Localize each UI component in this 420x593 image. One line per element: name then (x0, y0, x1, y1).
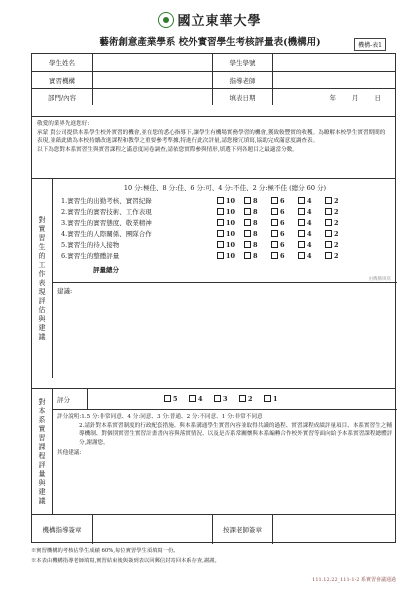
course-rating-option-label: 5 (173, 395, 178, 403)
evaluation-item-label: 2.實習生的實習技術、工作表現 (61, 208, 152, 216)
score-option-label: 6 (280, 251, 285, 260)
university-name: 國立東華大學 (177, 14, 262, 29)
agency-fill-note: 由機構填寫 (368, 277, 391, 282)
score-checkbox[interactable] (271, 219, 278, 226)
course-section (32, 388, 395, 514)
day-label: 日 (374, 93, 381, 102)
agency-signature-label: 機構指導簽章 (42, 526, 82, 534)
signature-row (32, 514, 395, 544)
score-checkbox[interactable] (217, 230, 224, 237)
evaluation-item-label: 5.實習生的待人接物 (61, 241, 120, 249)
score-option-label: 4 (307, 196, 312, 205)
score-option-label: 6 (280, 240, 285, 249)
course-rating-options (158, 395, 283, 403)
course-notes (53, 410, 397, 461)
score-option-label: 10 (226, 240, 236, 249)
score-option-label: 10 (226, 207, 236, 216)
intro-block (32, 116, 395, 178)
evaluation-item-label: 3.實習生的實習態度、敬業精神 (61, 219, 152, 227)
score-option-label: 4 (307, 251, 312, 260)
evaluation-section (32, 178, 395, 378)
supervisor-field[interactable] (272, 72, 397, 88)
score-checkbox[interactable] (298, 230, 305, 237)
score-option-label: 10 (226, 218, 236, 227)
intro-instructions: 以下為您對本系實習生與實習課程之滿意度同卷調查,請依您實際參與情形,填選下列各題目之最適當分數。 (37, 146, 298, 153)
score-checkbox[interactable] (217, 208, 224, 215)
score-option-label: 8 (253, 240, 258, 249)
info-row-1 (32, 54, 395, 71)
info-row-3 (32, 88, 395, 105)
score-checkbox[interactable] (271, 208, 278, 215)
course-side-label: 對本系實習課程評量與建議 (38, 397, 46, 506)
score-option-label: 2 (334, 240, 339, 249)
course-rating-checkbox[interactable] (264, 395, 271, 402)
teacher-signature-label: 按課老師簽章 (212, 515, 272, 544)
score-option-label: 8 (253, 207, 258, 216)
date-label: 填表日期 (212, 89, 272, 105)
score-option-label: 10 (226, 251, 236, 260)
course-rating-option-label: 1 (273, 395, 278, 403)
course-rating-checkbox[interactable] (239, 395, 246, 402)
student-id-field[interactable] (272, 54, 397, 71)
footnote-2: ※本表由機構指導老師填寫,實習結束後與簽到表以回郵信封寄回本系存查,謝謝。 (31, 558, 220, 564)
score-checkbox[interactable] (298, 252, 305, 259)
score-option-label: 2 (334, 207, 339, 216)
course-note-label: 評分說明: (57, 414, 82, 420)
other-suggestion-label: 其他建議: (57, 450, 82, 456)
score-checkbox[interactable] (244, 230, 251, 237)
form-title: 藝術創意產業學系 校外實習學生考核評量表(機構用) (99, 37, 321, 48)
course-rating-label: 評分 (57, 395, 70, 404)
intro-paragraph: 承蒙 貴公司提供本系學生校外實習的機會,並在您的悉心指導下,讓學生有機場實務學習的機會,獲致較豐實的收穫。為瞭解本校學生實習期間的表現,並藉此做為本校持續改進課程和教學之重要參考準據,特進行此次評量,請您撥冗填寫,協助完成滿意度調查表。 (37, 129, 386, 144)
evaluation-suggestion-field[interactable] (53, 282, 397, 369)
score-checkbox[interactable] (217, 197, 224, 204)
score-checkbox[interactable] (217, 219, 224, 226)
score-option-label: 6 (280, 229, 285, 238)
evaluation-item-row (61, 239, 397, 250)
score-option-label: 4 (307, 240, 312, 249)
evaluation-side-label: 對實習生的工作表現評估與建議 (38, 215, 46, 342)
student-id-label: 學生學號 (212, 54, 272, 71)
score-checkbox[interactable] (271, 230, 278, 237)
info-row-2 (32, 71, 395, 88)
evaluation-item-row (61, 217, 397, 228)
score-checkbox[interactable] (325, 230, 332, 237)
course-rating-checkbox[interactable] (164, 395, 171, 402)
intro-greeting: 敬愛的業界先進您好: (37, 121, 90, 127)
score-checkbox[interactable] (325, 252, 332, 259)
score-checkbox[interactable] (244, 208, 251, 215)
student-name-label: 學生姓名 (49, 59, 75, 67)
score-checkbox[interactable] (325, 241, 332, 248)
score-checkbox[interactable] (271, 241, 278, 248)
evaluation-item-label: 1.實習生的出勤考核、實習紀錄 (61, 197, 152, 205)
score-checkbox[interactable] (244, 197, 251, 204)
course-rating-option-label: 3 (223, 395, 228, 403)
score-checkbox[interactable] (244, 252, 251, 259)
score-option-label: 6 (280, 218, 285, 227)
score-option-label: 6 (280, 207, 285, 216)
year-label: 年 (329, 93, 336, 102)
university-logo (0, 10, 420, 29)
course-rating-option-label: 4 (198, 395, 203, 403)
score-checkbox[interactable] (244, 241, 251, 248)
score-checkbox[interactable] (217, 252, 224, 259)
score-option-label: 8 (253, 229, 258, 238)
teacher-signature-field[interactable] (272, 515, 397, 544)
score-option-label: 2 (334, 251, 339, 260)
score-option-label: 6 (280, 196, 285, 205)
score-option-label: 4 (307, 207, 312, 216)
evaluation-item-label: 6.實習生的整體評量 (61, 252, 120, 260)
score-checkbox[interactable] (298, 208, 305, 215)
evaluation-items (53, 195, 397, 261)
score-checkbox[interactable] (325, 219, 332, 226)
university-seal-icon (158, 12, 174, 28)
score-option-label: 2 (334, 218, 339, 227)
score-option-label: 8 (253, 251, 258, 260)
evaluation-item-row (61, 250, 397, 261)
course-note-2: 2.請針對本系實習制度的行政配套措施、與本系溝通學生實習內容並取得共識的過程、實習課程成績評量項目、本系實習生之輔導機制、對個別實習生實習計畫書內容與落實情況、以及是否系常關懷與本系編轉合作校外實習等面向給予本系實習課程總體評分,謝謝您。 (79, 422, 393, 446)
supervisor-label: 指導老師 (212, 72, 272, 88)
agency-field[interactable] (92, 72, 212, 88)
score-option-label: 10 (226, 196, 236, 205)
score-checkbox[interactable] (271, 197, 278, 204)
student-name-field[interactable] (92, 54, 212, 71)
score-checkbox[interactable] (325, 208, 332, 215)
form-number: 機構-表1 (354, 38, 386, 51)
score-checkbox[interactable] (325, 197, 332, 204)
score-option-label: 8 (253, 196, 258, 205)
score-checkbox[interactable] (298, 219, 305, 226)
score-scale: 10 分:極佳、8 分:佳、6 分:可、4 分:不佳、2 分:極不佳 (總分 60 分) (123, 184, 327, 192)
evaluation-item-row (61, 206, 397, 217)
score-checkbox[interactable] (298, 197, 305, 204)
dept-field[interactable] (92, 89, 212, 105)
evaluation-form (31, 53, 396, 543)
score-option-label: 2 (334, 229, 339, 238)
evaluation-item-label: 4.實習生的人際關係、團隊合作 (61, 230, 152, 238)
score-option-label: 2 (334, 196, 339, 205)
course-rating-row (53, 389, 397, 410)
agency-signature-field[interactable] (92, 515, 212, 544)
score-checkbox[interactable] (244, 219, 251, 226)
total-score-label: 評量總分 (93, 266, 119, 274)
score-checkbox[interactable] (298, 241, 305, 248)
month-label: 月 (352, 93, 359, 102)
agency-label: 實習機構 (49, 76, 75, 85)
score-checkbox[interactable] (271, 252, 278, 259)
document-code: 111.12.22_111-1-2 系實習會議通過 (312, 577, 396, 583)
score-option-label: 4 (307, 229, 312, 238)
course-rating-checkbox[interactable] (214, 395, 221, 402)
footnote-1: ※實習機構的考核佔學生成績 60%,每位實習學生須填寫一份。 (31, 548, 179, 554)
score-checkbox[interactable] (217, 241, 224, 248)
dept-label: 部門/內容 (47, 93, 77, 102)
score-option-label: 4 (307, 218, 312, 227)
date-field[interactable] (272, 89, 397, 105)
course-note-1: 1.5 分:非常同意、4 分:同意、3 分:普通、2 分:不同意、1 分:非常不同意 (81, 414, 263, 420)
score-option-label: 10 (226, 229, 236, 238)
evaluation-item-row (61, 195, 397, 206)
course-rating-checkbox[interactable] (189, 395, 196, 402)
course-rating-option-label: 2 (248, 395, 253, 403)
suggestion-label: 建議: (57, 287, 73, 295)
score-option-label: 8 (253, 218, 258, 227)
evaluation-item-row (61, 228, 397, 239)
